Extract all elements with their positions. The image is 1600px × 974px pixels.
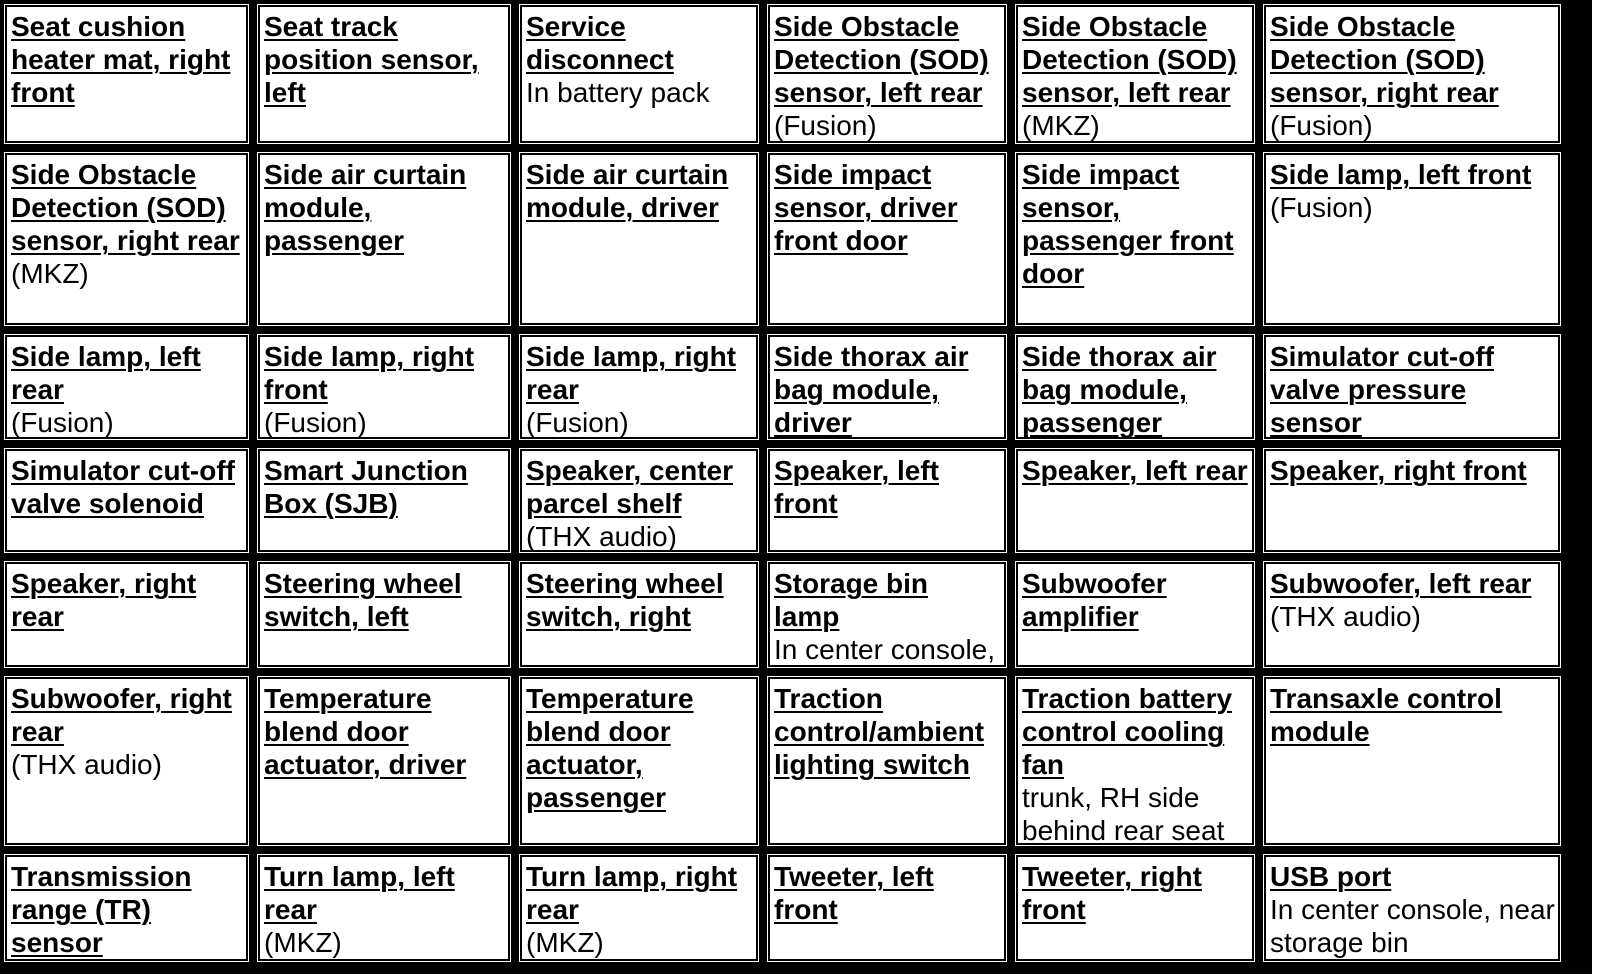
- component-name: Temperature blend door actuator, driver: [264, 683, 467, 780]
- table-cell: [764, 1, 1010, 147]
- component-name: Traction control/ambient lighting switch: [774, 683, 985, 780]
- table-cell: [764, 445, 1010, 556]
- component-location: In center console,: [774, 634, 996, 665]
- table-cell: [1012, 445, 1258, 556]
- component-name: Simulator cut-off valve pressure sensor: [1270, 341, 1494, 438]
- table-cell: [516, 1, 762, 147]
- component-location: (THX audio): [1270, 601, 1421, 632]
- component-name: Side Obstacle Detection (SOD) sensor, left rear: [774, 11, 989, 108]
- component-name: Side Obstacle Detection (SOD) sensor, left rear: [1022, 11, 1237, 108]
- table-cell: [516, 673, 762, 849]
- component-name: Side lamp, left rear: [11, 341, 201, 405]
- component-name: Side lamp, left front: [1270, 159, 1532, 190]
- component-name: Seat track position sensor, left: [264, 11, 479, 108]
- component-name: USB port: [1270, 861, 1392, 892]
- component-name: Turn lamp, left rear: [264, 861, 455, 925]
- component-name: Tweeter, left front: [774, 861, 934, 925]
- component-name: Speaker, left front: [774, 455, 939, 519]
- component-name: Steering wheel switch, right: [526, 568, 724, 632]
- table-cell: [254, 673, 514, 849]
- table-cell: [516, 851, 762, 965]
- table-cell: [516, 331, 762, 443]
- component-name: Speaker, right front: [1270, 455, 1527, 486]
- component-name: Steering wheel switch, left: [264, 568, 462, 632]
- component-location: (THX audio): [11, 749, 162, 780]
- component-name: Subwoofer, left rear: [1270, 568, 1532, 599]
- component-location: (MKZ): [11, 258, 89, 289]
- table-cell: [1012, 1, 1258, 147]
- table-cell: [1012, 149, 1258, 329]
- table-cell: [764, 851, 1010, 965]
- component-name: Temperature blend door actuator, passenger: [526, 683, 694, 813]
- table-cell: [254, 558, 514, 671]
- table-cell: [1, 558, 252, 671]
- component-location: (Fusion): [1270, 110, 1373, 141]
- table-cell: [516, 149, 762, 329]
- component-location: In center console, near storage bin: [1270, 894, 1555, 958]
- component-location: (Fusion): [774, 110, 877, 141]
- component-name: Speaker, right rear: [11, 568, 197, 632]
- component-location: trunk, RH side behind rear seat: [1022, 782, 1225, 846]
- table-cell: [764, 673, 1010, 849]
- component-name: Smart Junction Box (SJB): [264, 455, 468, 519]
- table-cell: [254, 1, 514, 147]
- table-cell: [1012, 558, 1258, 671]
- component-name: Side impact sensor, driver front door: [774, 159, 958, 256]
- component-location: (MKZ): [1022, 110, 1100, 141]
- component-name: Side Obstacle Detection (SOD) sensor, right rear: [11, 159, 240, 256]
- table-cell: [1, 1, 252, 147]
- component-location: (THX audio): [526, 521, 677, 552]
- table-cell: [1, 851, 252, 965]
- table-cell: [516, 558, 762, 671]
- table-cell: [764, 558, 1010, 671]
- component-name: Service disconnect: [526, 11, 674, 75]
- component-location: (Fusion): [1270, 192, 1373, 223]
- component-location: In battery pack: [526, 77, 710, 108]
- component-name: Side thorax air bag module, passenger: [1022, 341, 1217, 438]
- component-location: (MKZ): [526, 927, 604, 958]
- table-cell: [1012, 673, 1258, 849]
- table-cell: [1, 673, 252, 849]
- component-name: Tweeter, right front: [1022, 861, 1202, 925]
- table-cell: [1260, 673, 1564, 849]
- table-cell: [1260, 1, 1564, 147]
- component-name: Seat cushion heater mat, right front: [11, 11, 231, 108]
- component-name: Speaker, center parcel shelf: [526, 455, 734, 519]
- component-name: Storage bin lamp: [774, 568, 929, 632]
- table-cell: [1, 445, 252, 556]
- table-cell: [254, 331, 514, 443]
- component-name: Side thorax air bag module, driver: [774, 341, 969, 438]
- table-cell: [1260, 149, 1564, 329]
- table-cell: [1012, 331, 1258, 443]
- table-cell: [1, 149, 252, 329]
- table-cell: [516, 445, 762, 556]
- component-name: Subwoofer amplifier: [1022, 568, 1167, 632]
- table-cell: [254, 149, 514, 329]
- component-name: Transmission range (TR) sensor: [11, 861, 192, 958]
- table-cell: [254, 851, 514, 965]
- component-name: Simulator cut-off valve solenoid: [11, 455, 235, 519]
- table-cell: [1260, 851, 1564, 965]
- table-cell: [1260, 558, 1564, 671]
- component-name: Speaker, left rear: [1022, 455, 1248, 486]
- component-location: (Fusion): [11, 407, 114, 438]
- table-cell: [1260, 331, 1564, 443]
- table-cell: [254, 445, 514, 556]
- component-location: (MKZ): [264, 927, 342, 958]
- component-name: Traction battery control cooling fan: [1022, 683, 1233, 780]
- table-cell: [1012, 851, 1258, 965]
- component-name: Side impact sensor, passenger front door: [1022, 159, 1234, 289]
- component-name: Side lamp, right front: [264, 341, 475, 405]
- component-name: Subwoofer, right rear: [11, 683, 232, 747]
- table-cell: [764, 331, 1010, 443]
- table-cell: [1, 331, 252, 443]
- component-name: Side lamp, right rear: [526, 341, 737, 405]
- component-name: Side air curtain module, passenger: [264, 159, 467, 256]
- component-name: Transaxle control module: [1270, 683, 1502, 747]
- component-location: (Fusion): [526, 407, 629, 438]
- component-location: (Fusion): [264, 407, 367, 438]
- table-cell: [1260, 445, 1564, 556]
- component-name: Turn lamp, right rear: [526, 861, 738, 925]
- component-name: Side air curtain module, driver: [526, 159, 729, 223]
- table-cell: [764, 149, 1010, 329]
- component-name: Side Obstacle Detection (SOD) sensor, right rear: [1270, 11, 1499, 108]
